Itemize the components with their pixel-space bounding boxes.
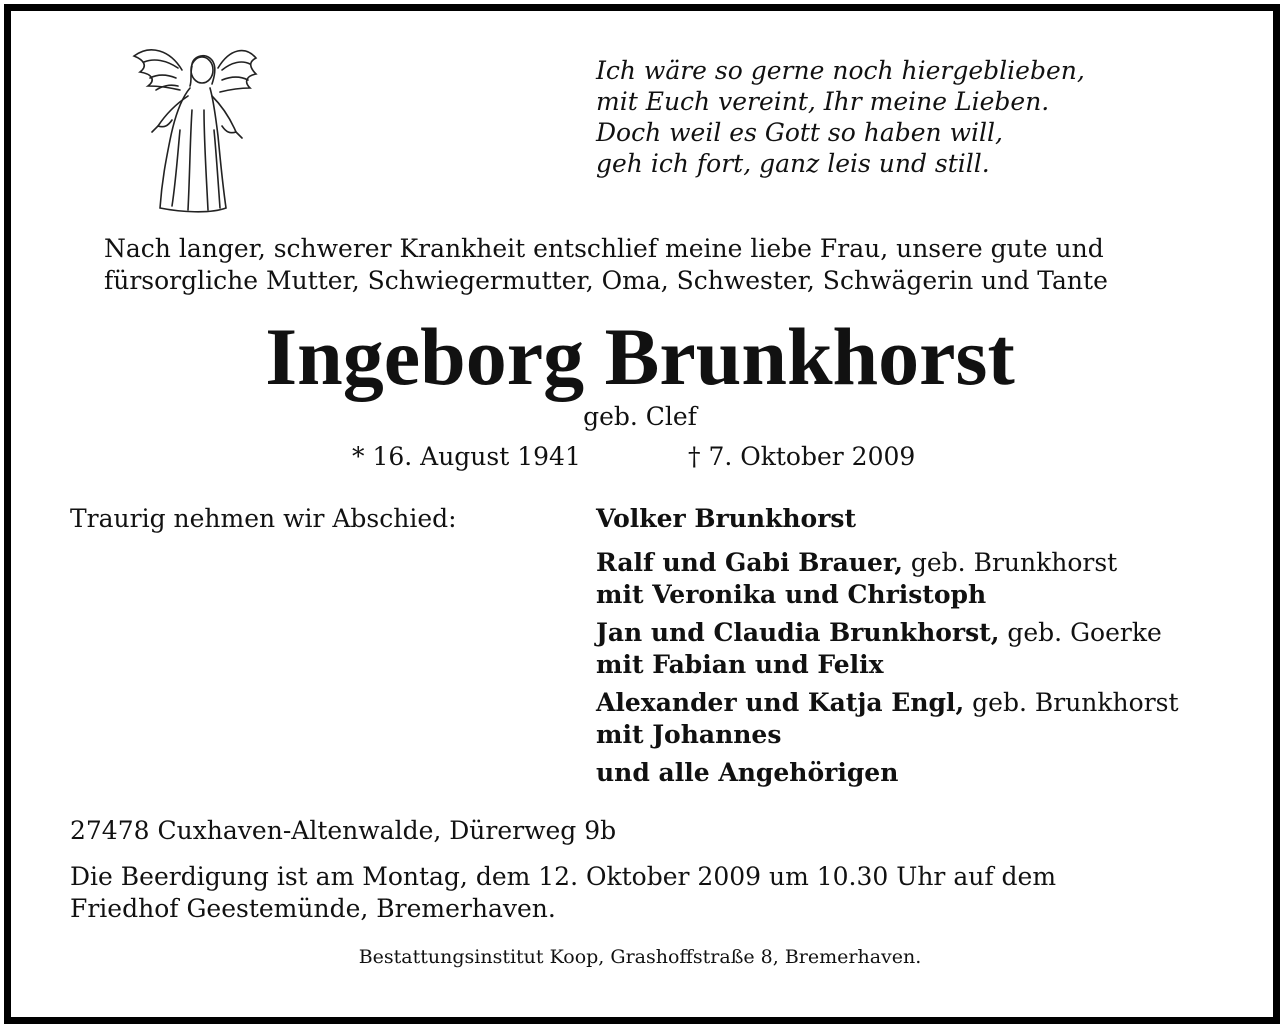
birth-date: * 16. August 1941: [352, 442, 581, 471]
intro-line-1: Nach langer, schwerer Krankheit entschlief meine liebe Frau, unsere gute und: [104, 234, 1104, 263]
mourner-5: und alle Angehörigen: [596, 758, 899, 787]
poem-line-2: mit Euch vereint, Ihr meine Lieben.: [596, 87, 1050, 116]
maiden-name: geb. Clef: [583, 402, 697, 431]
mourner-4: [596, 688, 1179, 717]
mourners-heading: Traurig nehmen wir Abschied:: [70, 504, 457, 533]
funeral-line-2: Friedhof Geestemünde, Bremerhaven.: [70, 894, 556, 923]
address: 27478 Cuxhaven-Altenwalde, Dürerweg 9b: [70, 816, 617, 845]
deceased-name: Ingeborg Brunkhorst: [265, 311, 1015, 402]
mourner-3-children: mit Fabian und Felix: [596, 650, 884, 679]
mourner-1: Volker Brunkhorst: [596, 504, 856, 533]
mourner-3: [596, 618, 1162, 647]
mourner-2: [596, 548, 1117, 577]
poem-line-3: Doch weil es Gott so haben will,: [596, 118, 1003, 147]
mourner-2-children: mit Veronika und Christoph: [596, 580, 987, 609]
mourner-2-names: Ralf und Gabi Brauer,: [596, 548, 903, 577]
funeral-line-1: Die Beerdigung ist am Montag, dem 12. Oktober 2009 um 10.30 Uhr auf dem: [70, 862, 1057, 891]
undertaker: Bestattungsinstitut Koop, Grashoffstraße 8, Bremerhaven.: [358, 946, 922, 968]
death-date: † 7. Oktober 2009: [688, 442, 916, 471]
intro-line-2: fürsorgliche Mutter, Schwiegermutter, Oma, Schwester, Schwägerin und Tante: [104, 266, 1108, 295]
poem-line-4: geh ich fort, ganz leis und still.: [596, 149, 990, 178]
mourner-4-children: mit Johannes: [596, 720, 782, 749]
mourner-4-maiden: geb. Brunkhorst: [972, 688, 1179, 717]
mourner-4-names: Alexander und Katja Engl,: [596, 688, 965, 717]
poem-line-1: Ich wäre so gerne noch hiergeblieben,: [596, 56, 1085, 85]
angel-illustration: [130, 40, 260, 218]
mourner-2-maiden: geb. Brunkhorst: [910, 548, 1118, 577]
mourner-3-names: Jan und Claudia Brunkhorst,: [596, 618, 1000, 647]
mourner-3-maiden: geb. Goerke: [1007, 618, 1162, 647]
